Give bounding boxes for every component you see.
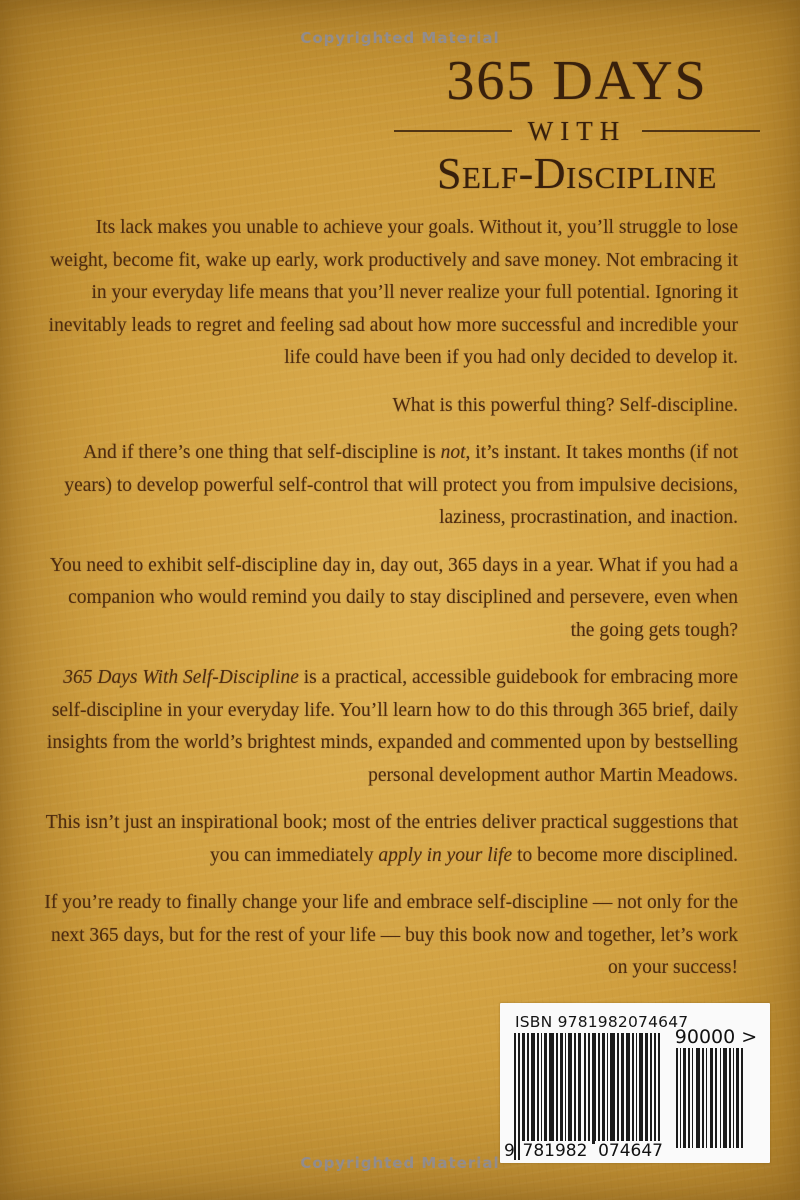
isbn-label: ISBN 9781982074647 <box>515 1013 689 1031</box>
blurb-paragraph-5: 365 Days With Self-Discipline is a practical, accessible guidebook for embracing more self-discipline in your everyday life. You’ll learn how to do this through 365 brief, daily insights from the world’s brightest minds, expanded and commented upon by bestselling personal development author Martin Meadows. <box>46 667 738 786</box>
addon-barcode-image <box>676 1048 744 1148</box>
blurb-paragraph-1: Its lack makes you unable to achieve your goals. Without it, you’ll struggle to lose weight, become fit, wake up early, work productively and save money. Not embracing it in your everyday life means that you’ll never realize your full potential. Ignoring it inevitably leads to regret and feeling sad about how more successful and incredible your life could have been if you had only decided to develop it. <box>48 217 738 368</box>
ean-group-2: 074647 <box>595 1141 666 1161</box>
blurb-paragraph-3: And if there’s one thing that self-discipline is not, it’s instant. It takes months (if not years) to develop powerful self-control that will protect you from impulsive decisions, laziness, procrastination, and inaction. <box>64 442 738 528</box>
barcode-block <box>500 1003 770 1163</box>
title-line-self-discipline: Self-Discipline <box>437 149 717 198</box>
title-line-365-days: 365 DAYS <box>446 50 708 112</box>
copyrighted-material-banner-bottom: Copyrighted Material <box>300 1154 500 1172</box>
ean-group-1: 781982 <box>520 1141 591 1161</box>
title-rule-left <box>394 130 512 132</box>
blurb-paragraph-6: This isn’t just an inspirational book; most of the entries deliver practical suggestions that you can immediately apply in your life to become more disciplined. <box>45 812 738 866</box>
ean-left-digit: 9 <box>504 1141 515 1161</box>
back-cover-blurb <box>40 212 738 1000</box>
addon-price-code: 90000 > <box>674 1026 758 1048</box>
copyrighted-material-banner-top: Copyrighted Material <box>300 29 500 47</box>
blurb-paragraph-2: What is this powerful thing? Self-discipline. <box>392 394 738 416</box>
title-rule-right <box>642 130 760 132</box>
title-with-row <box>394 116 760 146</box>
book-title <box>394 50 760 200</box>
blurb-paragraph-4: You need to exhibit self-discipline day in, day out, 365 days in a year. What if you had a companion who would remind you daily to stay disciplined and persevere, even when the going gets tough? <box>49 554 738 641</box>
blurb-paragraph-7: If you’re ready to finally change your life and embrace self-discipline — not only for the next 365 days, but for the rest of your life — buy this book now and together, let’s work on your success! <box>44 892 738 978</box>
title-line-with: WITH <box>527 115 627 146</box>
